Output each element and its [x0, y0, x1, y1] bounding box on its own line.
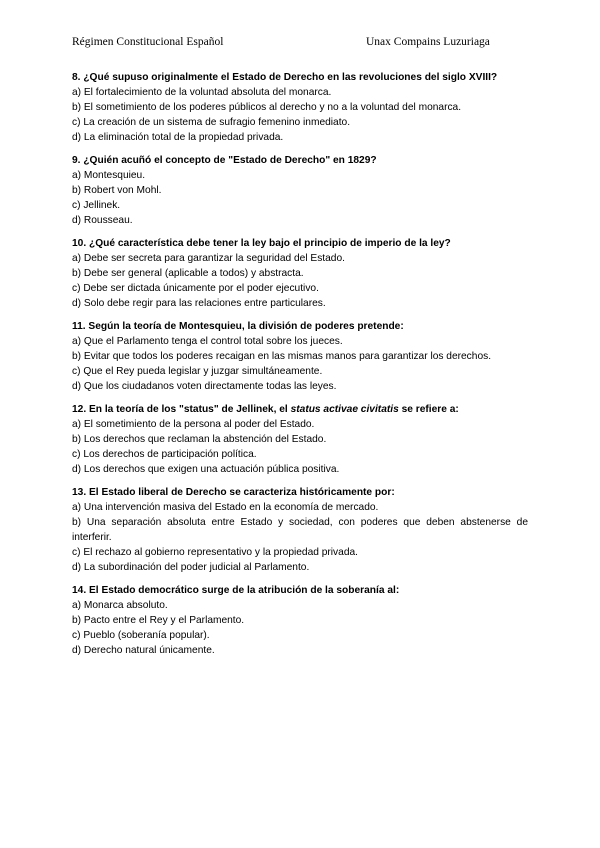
option-a: a) Que el Parlamento tenga el control total sobre los jueces. [72, 336, 343, 347]
option-b: b) Debe ser general (aplicable a todos) y abstracta. [72, 268, 304, 279]
option-a: a) Debe ser secreta para garantizar la seguridad del Estado. [72, 253, 345, 264]
option-a: a) El fortalecimiento de la voluntad absoluta del monarca. [72, 87, 332, 98]
question-14 [72, 583, 528, 658]
question-list [72, 70, 528, 666]
question-12 [72, 402, 528, 477]
option-d: d) Que los ciudadanos voten directamente todas las leyes. [72, 381, 337, 392]
question-9 [72, 153, 528, 228]
option-b: b) El sometimiento de los poderes públicos al derecho y no a la voluntad del monarca. [72, 102, 462, 113]
question-title: 10. ¿Qué característica debe tener la ley bajo el principio de imperio de la ley? [72, 238, 451, 249]
option-d: d) Los derechos que exigen una actuación pública positiva. [72, 464, 340, 475]
option-b: b) Evitar que todos los poderes recaigan en las mismas manos para garantizar los derechos. [72, 351, 492, 362]
option-a: a) Montesquieu. [72, 170, 146, 181]
question-title: 14. El Estado democrático surge de la atribución de la soberanía al: [72, 585, 400, 596]
question-11 [72, 319, 528, 394]
option-d: d) La eliminación total de la propiedad privada. [72, 132, 284, 143]
option-c: c) La creación de un sistema de sufragio femenino inmediato. [72, 117, 351, 128]
option-c: c) Debe ser dictada únicamente por el poder ejecutivo. [72, 283, 319, 294]
option-a: a) Una intervención masiva del Estado en la economía de mercado. [72, 502, 379, 513]
option-b: b) Pacto entre el Rey y el Parlamento. [72, 615, 245, 626]
question-title: 11. Según la teoría de Montesquieu, la división de poderes pretende: [72, 321, 404, 332]
question-10 [72, 236, 528, 311]
option-d: d) Derecho natural únicamente. [72, 645, 215, 656]
option-c: c) Los derechos de participación política. [72, 449, 257, 460]
question-title-end: se refiere a: [398, 404, 459, 415]
question-8 [72, 70, 528, 145]
question-title: 9. ¿Quién acuñó el concepto de "Estado de Derecho" en 1829? [72, 155, 377, 166]
header-author: Unax Compains Luzuriaga [366, 36, 490, 48]
page-header [72, 36, 528, 52]
question-title-italic: status activae civitatis [290, 404, 399, 415]
option-a: a) Monarca absoluto. [72, 600, 168, 611]
option-b: b) Robert von Mohl. [72, 185, 162, 196]
option-a: a) El sometimiento de la persona al poder del Estado. [72, 419, 315, 430]
option-d: d) Rousseau. [72, 215, 133, 226]
question-title-start: 12. En la teoría de los "status" de Jellinek, el [72, 404, 291, 415]
question-13 [72, 485, 528, 575]
question-title [72, 402, 528, 417]
option-c: c) Pueblo (soberanía popular). [72, 630, 210, 641]
option-d: d) Solo debe regir para las relaciones entre particulares. [72, 298, 326, 309]
option-d: d) La subordinación del poder judicial al Parlamento. [72, 562, 310, 573]
question-title: 8. ¿Qué supuso originalmente el Estado de Derecho en las revoluciones del siglo XVIII? [72, 72, 498, 83]
option-b: b) Los derechos que reclaman la abstención del Estado. [72, 434, 327, 445]
question-title: 13. El Estado liberal de Derecho se caracteriza históricamente por: [72, 487, 395, 498]
option-c: c) Que el Rey pueda legislar y juzgar simultáneamente. [72, 366, 323, 377]
option-c: c) El rechazo al gobierno representativo y la propiedad privada. [72, 547, 358, 558]
header-subject: Régimen Constitucional Español [72, 36, 224, 48]
option-c: c) Jellinek. [72, 200, 121, 211]
option-b: b) Una separación absoluta entre Estado y sociedad, con poderes que deben abstenerse de interferir. [72, 517, 528, 543]
